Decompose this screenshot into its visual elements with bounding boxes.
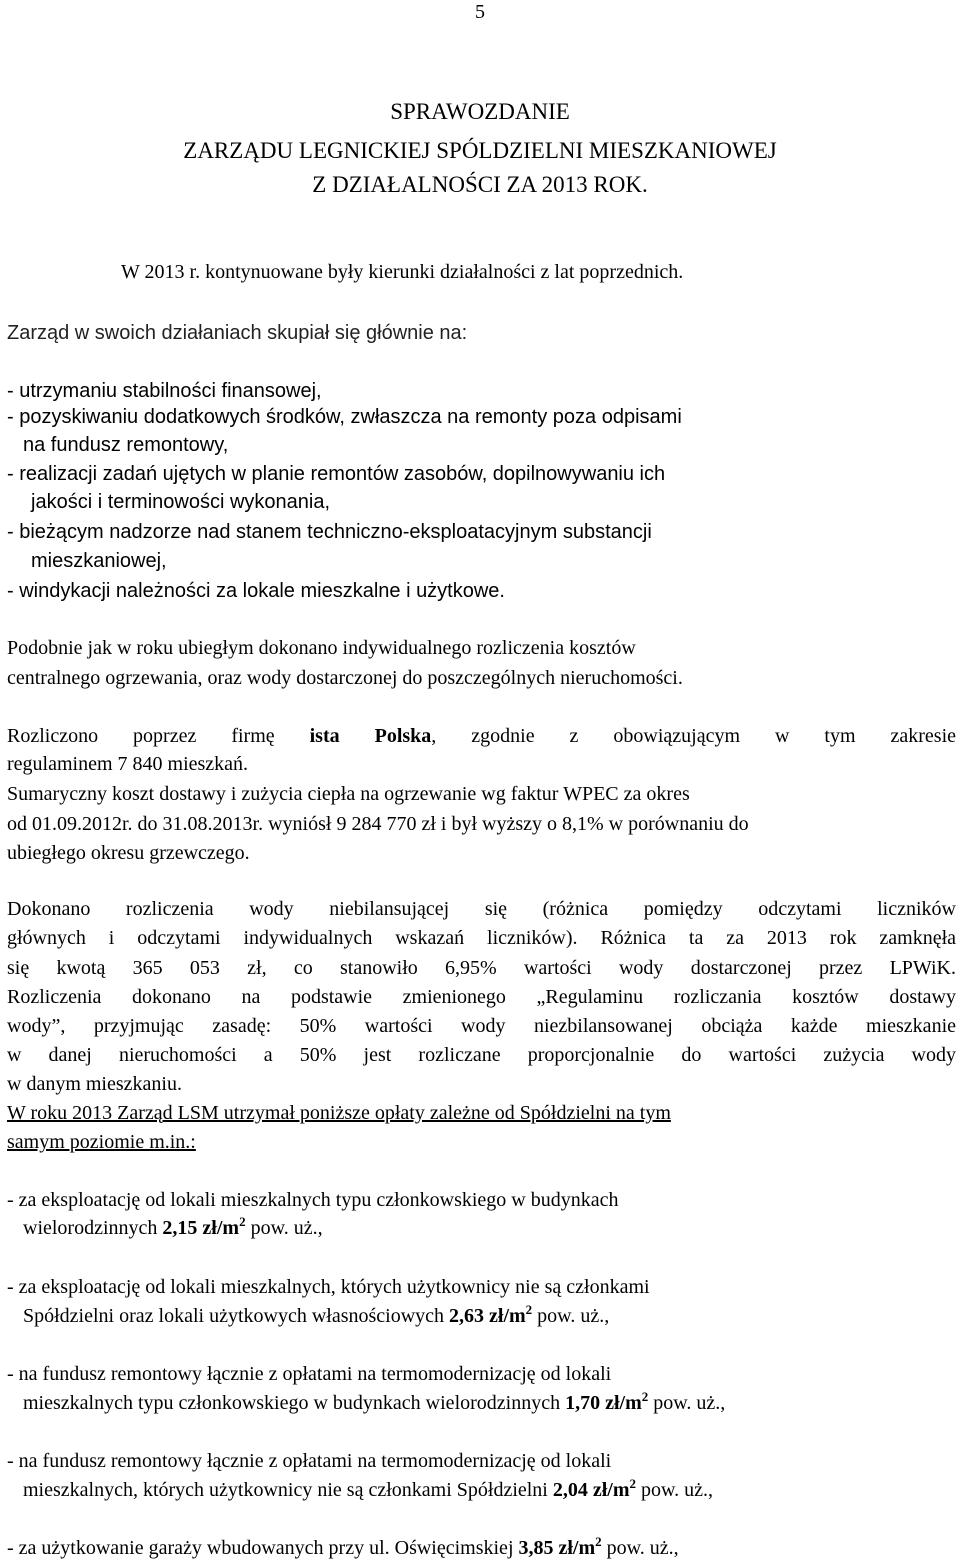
fee-item-line: - na fundusz remontowy łącznie z opłatami na termomodernizację od lokali <box>7 1363 612 1385</box>
company-name: ista Polska <box>309 725 432 747</box>
title-line-3: Z DZIAŁALNOŚCI ZA 2013 ROK. <box>312 172 648 197</box>
fee-rate: 3,85 zł/m <box>518 1537 596 1559</box>
fee-item-line: - za eksploatację od lokali mieszkalnych, których użytkownicy nie są członkami <box>7 1276 650 1298</box>
paragraph-line: się kwotą 365 053 zł, co stanowiło 6,95% wartości wody dostarczonej przez LPWiK. <box>7 957 956 979</box>
fees-heading-line: W roku 2013 Zarząd LSM utrzymał poniższe opłaty zależne od Spółdzielni na tym <box>7 1102 671 1124</box>
list-item-continuation: na fundusz remontowy, <box>23 434 229 456</box>
fee-rate: 2,04 zł/m <box>552 1479 630 1501</box>
paragraph-line: wody”, przyjmując zasadę: 50% wartości wody niezbilansowanej obciąża każde mieszkanie <box>7 1015 956 1037</box>
paragraph-line: centralnego ogrzewania, oraz wody dostarczonej do poszczególnych nieruchomości. <box>7 667 683 689</box>
list-item: - bieżącym nadzorze nad stanem techniczno-eksploatacyjnym substancji <box>7 521 652 543</box>
fee-item-line: mieszkalnych, których użytkownicy nie są członkami Spółdzielni 2,04 $zł/m^2$ pow. uż., <box>23 1476 714 1501</box>
fee-item-line: Spółdzielni oraz lokali użytkowych własnościowych 2,63 $zł/m^2$ pow. uż., <box>23 1302 610 1327</box>
list-item: - windykacji należności za lokale mieszkalne i użytkowe. <box>7 580 505 602</box>
title-line-2: ZARZĄDU LEGNICKIEJ SPÓLDZIELNI MIESZKANIOWEJ <box>183 138 777 163</box>
focus-heading: Zarząd w swoich działaniach skupiał się głównie na: <box>7 322 468 344</box>
paragraph-line: Sumaryczny koszt dostawy i zużycia ciepła na ogrzewanie wg faktur WPEC za okres <box>7 783 690 805</box>
fees-heading-line: samym poziomie m.in.: <box>7 1131 196 1153</box>
list-item-continuation: mieszkaniowej, <box>31 550 167 572</box>
paragraph-line: Rozliczono poprzez firmę ista Polska, zgodnie z obowiązującym w tym zakresie <box>7 725 957 747</box>
paragraph-line: głównych i odczytami indywidualnych wskazań liczników). Różnica ta za 2013 rok zamknęła <box>7 927 956 949</box>
fee-item-line: - za użytkowanie garaży wbudowanych przy ul. Oświęcimskiej 3,85 $zł/m^2$ pow. uż., <box>7 1534 679 1559</box>
fee-item-line: mieszkalnych typu członkowskiego w budynkach wielorodzinnych 1,70 $zł/m^2$ pow. uż., <box>23 1389 726 1414</box>
title-line-1: SPRAWOZDANIE <box>390 99 570 124</box>
paragraph-line: w danym mieszkaniu. <box>7 1073 182 1095</box>
list-item-continuation: jakości i terminowości wykonania, <box>31 491 331 513</box>
fee-item-line: wielorodzinnych 2,15 $zł/m^2$ pow. uż., <box>23 1214 323 1239</box>
page-number: 5 <box>475 1 485 23</box>
list-item: - utrzymaniu stabilności finansowej, <box>7 380 322 402</box>
paragraph-line: Rozliczenia dokonano na podstawie zmienionego „Regulaminu rozliczania kosztów dostawy <box>7 986 956 1008</box>
paragraph-line: Podobnie jak w roku ubiegłym dokonano indywidualnego rozliczenia kosztów <box>7 637 636 659</box>
fee-rate: 2,15 zł/m <box>162 1217 240 1239</box>
paragraph-line: w danej nieruchomości a 50% jest rozliczane proporcjonalnie do wartości zużycia wody <box>7 1044 956 1066</box>
list-item: - pozyskiwaniu dodatkowych środków, zwłaszcza na remonty poza odpisami <box>7 406 682 428</box>
fee-item-line: - na fundusz remontowy łącznie z opłatami na termomodernizację od lokali <box>7 1450 612 1472</box>
fee-rate: 1,70 zł/m <box>565 1392 642 1414</box>
paragraph-line: Dokonano rozliczenia wody niebilansującej się (różnica pomiędzy odczytami liczników <box>7 898 956 920</box>
paragraph-line: od 01.09.2012r. do 31.08.2013r. wyniósł 9 284 770 zł i był wyższy o 8,1% w porównaniu do <box>7 813 749 835</box>
paragraph-line: regulaminem 7 840 mieszkań. <box>7 753 249 775</box>
list-item: - realizacji zadań ujętych w planie remontów zasobów, dopilnowywaniu ich <box>7 463 666 485</box>
fee-item-line: - za eksploatację od lokali mieszkalnych typu członkowskiego w budynkach <box>7 1189 619 1211</box>
fee-rate: 2,63 zł/m <box>449 1305 526 1327</box>
intro-text: W 2013 r. kontynuowane były kierunki działalności z lat poprzednich. <box>121 261 684 283</box>
paragraph-line: ubiegłego okresu grzewczego. <box>7 842 250 864</box>
